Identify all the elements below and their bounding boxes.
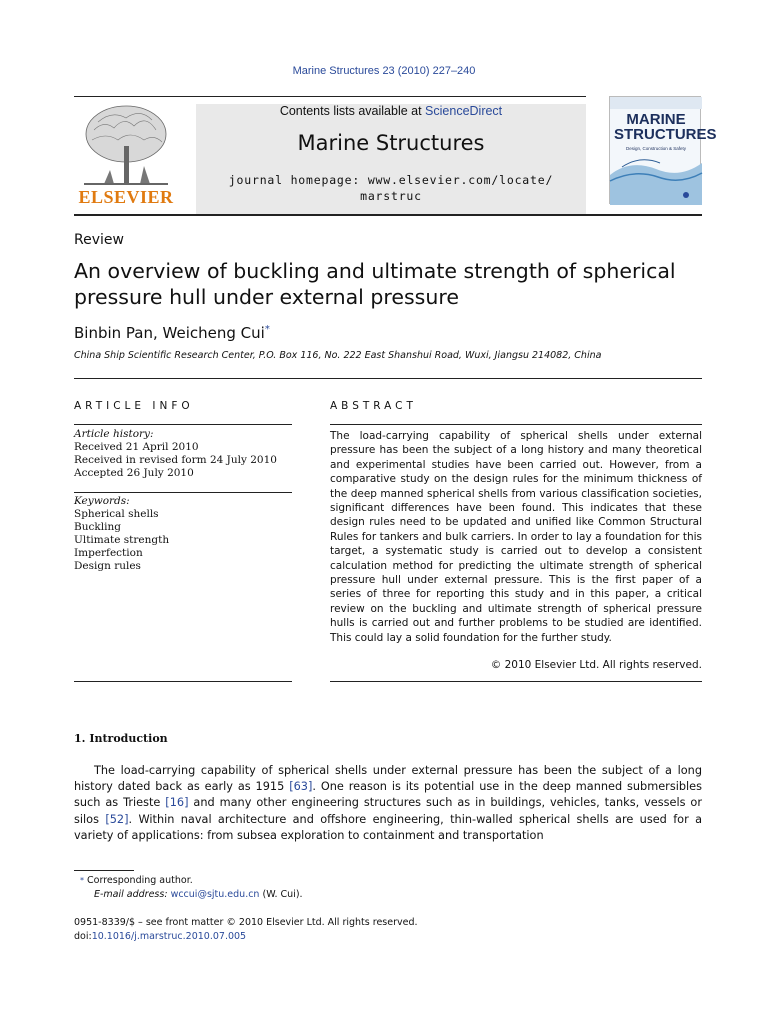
doi-link[interactable]: 10.1016/j.marstruc.2010.07.005 [91,931,247,942]
footnote-mark: * [80,876,84,885]
contents-line [196,104,586,118]
article-type: Review [74,232,124,248]
history-received: Received 21 April 2010 [74,441,199,453]
doi-line [74,930,246,943]
journal-homepage[interactable] [226,172,556,204]
email-suffix: (W. Cui). [259,889,303,900]
reference-link[interactable]: [63] [289,780,313,794]
journal-cover-image [609,96,717,204]
authors [74,324,270,342]
cover-title [614,111,717,143]
reference-link[interactable]: [16] [165,796,189,810]
cover-subtitle: Design, Construction & Safety [625,146,687,151]
journal-header-box [196,104,586,214]
intro-text-segment: and many other engineering structures such as in buildings, vehicles, tanks, vessels or silos [74,796,702,826]
cover-title-line-2: STRUCTURES [614,126,717,143]
keyword-item: Buckling [74,521,121,533]
abstract-bottom-rule [330,681,702,682]
keyword-item: Design rules [74,560,141,572]
corresponding-author-mark[interactable]: * [264,324,270,335]
homepage-line-1[interactable]: journal homepage: www.elsevier.com/locate/ [228,173,554,187]
history-label: Article history: [74,428,154,440]
keywords-label: Keywords: [74,495,130,507]
abstract-heading: ABSTRACT [330,400,417,412]
intro-text-segment: . One reason is its potential use in the deep manned submersibles such as Trieste [74,780,702,810]
keywords-rule [74,492,292,493]
journal-title: Marine Structures [297,131,485,155]
article-title: An overview of buckling and ultimate strength of spherical pressure hull under external pressure [74,259,676,309]
affiliation: China Ship Scientific Research Center, P.O. Box 116, No. 222 East Shanshui Road, Wuxi, Jiangsu 214082, China [74,350,602,361]
reference-link[interactable]: [52] [105,812,129,826]
footnote-rule [74,870,134,871]
introduction-heading: 1. Introduction [74,732,168,745]
cover-title-line-1: MARINE [626,111,686,128]
email-label: E-mail address: [94,889,171,900]
header-top-rule [74,96,586,97]
author-names: Binbin Pan, Weicheng Cui [74,324,265,342]
sciencedirect-link[interactable]: ScienceDirect [425,104,503,118]
intro-text-segment: . Within naval architecture and offshore engineering, thin-walled spherical shells are used for a variety of applications: from subsea exploration to containment and transportation [74,812,702,842]
keywords [74,495,292,573]
tree-of-knowledge-icon [74,100,178,188]
doi-label: doi: [74,931,92,942]
article-info-heading: ARTICLE INFO [74,400,194,412]
abstract-rule [330,424,702,425]
email-footnote [94,888,303,901]
introduction-paragraph [74,763,702,844]
keyword-item: Imperfection [74,547,143,559]
abstract-copyright: © 2010 Elsevier Ltd. All rights reserved. [490,659,702,671]
elsevier-wordmark: ELSEVIER [78,187,174,207]
abstract-text: The load-carrying capability of spherical shells under external pressure has been the subject of a long history and many theoretical and experimental studies have been carried out. However, from a comparative study on the design rules for the minimum thickness of the deep manned spherical shells from various classification societies, significant differences have been found. This indicates that these design rules need to be updated and unified like Common Structural Rules for tankers and bulk carriers. In order to lay a foundation for this target, a systematic study is carried out to develop a consistent calculation method for predicting the ultimate strength of spherical pressure hull under external pressure. This is the first paper of a series of three for reporting this study and in this paper, a critical review on the buckling and ultimate strength of spherical pressure hulls is carried out and further problems to be studied are identified. This could lay a solid foundation for the further study. [330,430,702,644]
history-accepted: Accepted 26 July 2010 [74,467,194,479]
corresponding-footnote [80,874,193,887]
contents-prefix: Contents lists available at [279,104,426,118]
title-block-rule [74,378,702,379]
issn-line: 0951-8339/$ – see front matter © 2010 Elsevier Ltd. All rights reserved. [74,917,418,928]
elsevier-logo [74,100,178,208]
email-link[interactable]: wccui@sjtu.edu.cn [170,889,260,900]
corresponding-label: Corresponding author. [87,875,193,886]
intro-text-segment: The load-carrying capability of spherical shells under external pressure has been the subject of a long history dated back as early as 1915 [74,764,702,794]
keyword-item: Ultimate strength [74,534,170,546]
homepage-line-2[interactable]: marstruc [360,189,422,203]
journal-citation[interactable]: Marine Structures 23 (2010) 227–240 [292,65,476,77]
header-bottom-rule [74,214,702,216]
keyword-item: Spherical shells [74,508,159,520]
article-info-bottom-rule [74,681,292,682]
article-info-rule [74,424,292,425]
article-history [74,428,292,480]
history-revised: Received in revised form 24 July 2010 [74,454,277,466]
